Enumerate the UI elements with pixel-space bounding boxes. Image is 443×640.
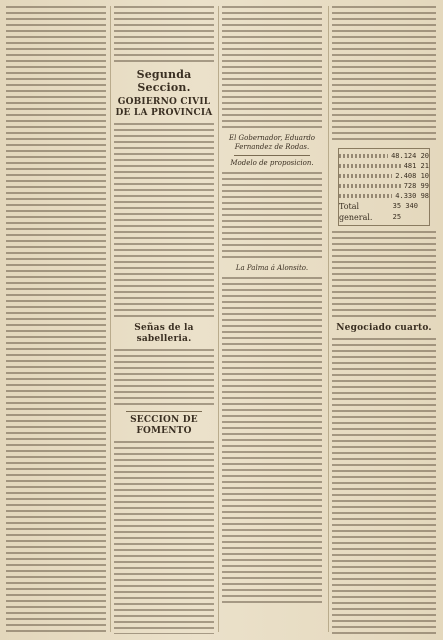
column-1	[6, 4, 106, 634]
budget-table	[338, 148, 430, 226]
column-rule	[328, 6, 329, 632]
column-3	[222, 4, 322, 634]
budget-row: 48.124 20	[339, 151, 429, 161]
body-text	[332, 229, 436, 319]
column-rule	[218, 6, 219, 632]
signature: El Gobernador, Eduardo Fernandez de Rodas.	[228, 134, 316, 151]
notice-heading: Señas de la sabelleria.	[134, 323, 194, 344]
column-rule	[110, 6, 111, 632]
column-2	[114, 4, 214, 634]
body-text	[332, 4, 436, 144]
body-text	[222, 170, 322, 260]
body-text	[114, 121, 214, 319]
budget-row: 4.330 98	[339, 191, 429, 201]
body-text	[222, 4, 322, 130]
total-value: 35 340 25	[392, 202, 418, 221]
budget-row: 2.408 10	[339, 171, 429, 181]
body-text	[332, 336, 436, 634]
body-text	[6, 4, 106, 634]
section-title: Segunda Seccion.	[136, 68, 192, 94]
divider	[234, 155, 310, 156]
body-text	[114, 439, 214, 634]
section-title-2: SECCION DE FOMENTO	[130, 415, 198, 436]
section-subtitle: GOBIERNO CIVIL DE LA PROVINCIA	[115, 97, 213, 118]
body-text	[222, 275, 322, 605]
body-text	[114, 4, 214, 64]
notice-heading: Negociado cuarto.	[336, 323, 432, 333]
divider	[126, 411, 202, 412]
budget-total-row	[339, 201, 429, 223]
signature-2: La Palma á Alonsito.	[235, 264, 309, 272]
form-label: Modelo de proposicion.	[230, 159, 314, 167]
body-text	[114, 347, 214, 407]
budget-row: 481 21	[339, 161, 429, 171]
column-4	[332, 4, 436, 634]
budget-row: 728 99	[339, 181, 429, 191]
total-label: Total general.	[339, 202, 373, 222]
